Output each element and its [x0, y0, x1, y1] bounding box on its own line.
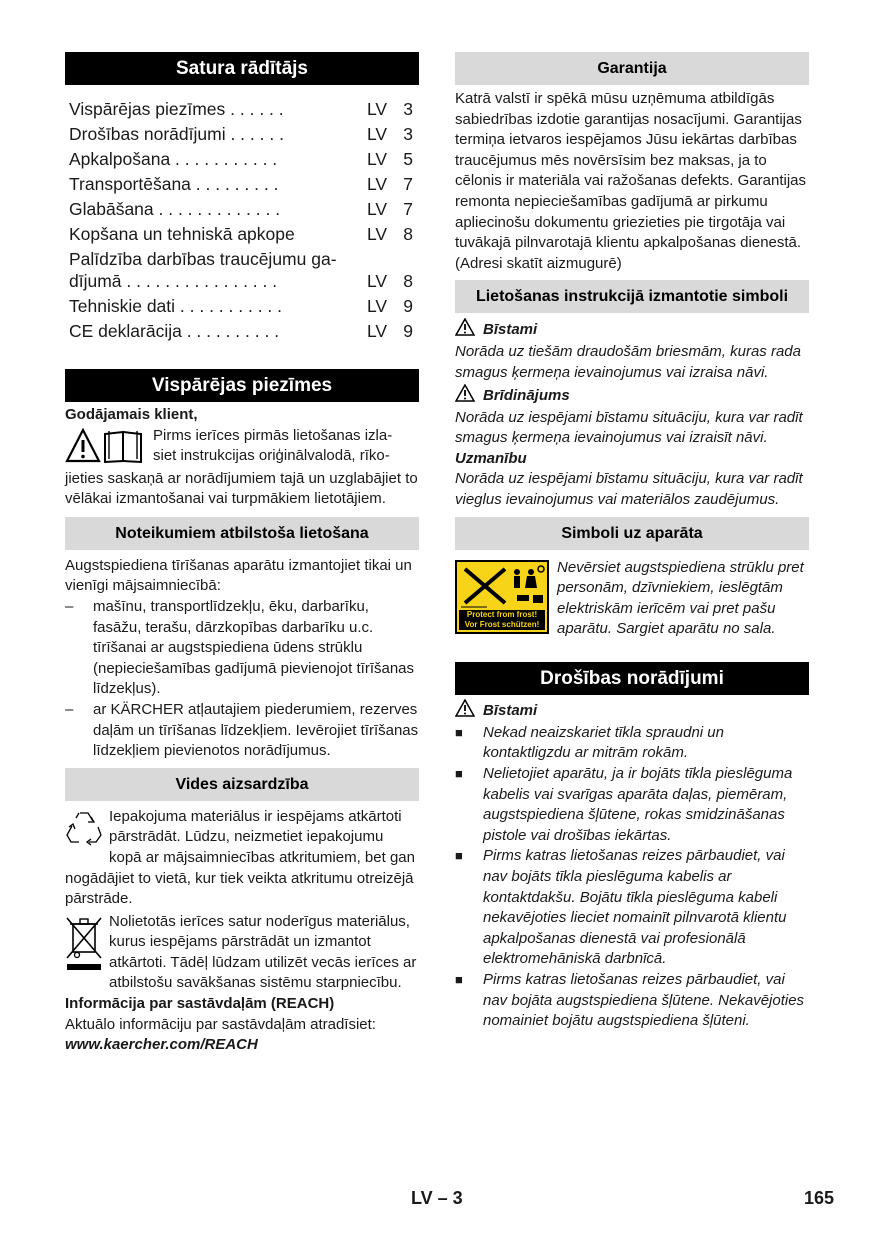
right-column — [455, 52, 809, 1032]
toc-entry[interactable]: dījumā . . . . . . . . . . . . . . . . LV 8 — [69, 271, 413, 291]
square-bullet-icon: ■ — [455, 766, 463, 782]
table-of-contents — [69, 97, 413, 344]
warning-text: Norāda uz iespējami bīstamu situāciju, kura var radīt smagus ķermeņa ievainojumus vai izraisīt nāvi. — [455, 408, 803, 447]
environment-title: Vides aizsardzība — [65, 768, 419, 801]
square-bullet-icon: ■ — [455, 848, 463, 864]
warning-triangle-icon — [455, 318, 475, 342]
toc-entry[interactable]: Apkalpošana . . . . . . . . . . . LV 5 — [69, 149, 413, 169]
safety-title: Drošības norādījumi — [455, 662, 809, 695]
proper-use-intro: Augstspiediena tīrīšanas aparātu izmantojiet tikai un vienīgi mājsaimniecībā: — [65, 556, 412, 595]
device-symbols-title: Simboli uz aparāta — [455, 517, 809, 550]
frost-label-line2: Vor Frost schützen! — [464, 619, 540, 629]
toc-entry[interactable]: Tehniskie dati . . . . . . . . . . . LV 9 — [69, 296, 413, 316]
square-bullet-icon: ■ — [455, 724, 463, 740]
warranty-address: (Adresi skatīt aizmugurē) — [455, 254, 622, 272]
general-notes-title: Vispārējas piezīmes — [65, 369, 419, 402]
device-symbols-body — [455, 558, 809, 640]
environment-recycle: Iepakojuma materiālus ir iespējams atkārtoti pārstrādāt. Lūdzu, neizmetiet iepakojumu kopā ar mājsaimniecības atkritumiem, bet gan nogādājiet to vietā, kur tiek veikta atkritumu otreizējā pārstrāde. — [65, 807, 415, 908]
footer-language-page: LV – 3 — [411, 1188, 463, 1208]
warning-triangle-icon — [455, 384, 475, 408]
safety-danger-heading: Bīstami — [455, 699, 809, 723]
toc-title: Satura rādītājs — [65, 52, 419, 85]
danger-heading: Bīstami — [455, 318, 809, 342]
list-item: ■ Nekad neaizskariet tīkla spraudni un kontaktligzdu ar mitrām rokām. — [455, 723, 809, 764]
general-notes-body: Pirms ierīces pirmās lietošanas izla- siet instrukcijas oriģinālvalodā, rīko- jieties saskaņā ar norādījumiem tajā un uzglabājiet to vēlākai izmantošanai vai turpmākiem lietotājiem. — [65, 426, 418, 508]
frost-warning-label-icon — [455, 560, 549, 634]
greeting: Godājamais klient, — [65, 406, 198, 423]
left-column — [65, 52, 419, 1056]
reach-link[interactable]: www.kaercher.com/REACH — [65, 1036, 258, 1054]
caution-text: Norāda uz iespējami bīstamu situāciju, kura var radīt vieglus ievainojumus vai materiālos zaudējumus. — [455, 470, 803, 508]
square-bullet-icon: ■ — [455, 972, 463, 987]
list-item: ■ Pirms katras lietošanas reizes pārbaudiet, vai nav bojāts tīkla pieslēguma kabelis ar kontaktdakšu. Bojātu tīkla pieslēguma kabeli nekavējoties lieciet nomainīt pilnvarotā klientu apkalpošanas dienestā vai profesionālā elektromehāniskā darbnīcā. — [455, 846, 809, 970]
symbols-title: Lietošanas instrukcijā izmantotie simboli — [455, 280, 809, 313]
toc-entry[interactable]: Vispārējas piezīmes . . . . . . LV 3 — [69, 99, 413, 119]
toc-entry[interactable]: Drošības norādījumi . . . . . . LV 3 — [69, 124, 413, 144]
list-item: – mašīnu, transportlīdzekļu, ēku, darbarīku, fasāžu, terašu, dārzkopības darbarīku u.c. tīrīšanai ar augstspiediena ūdens strūklu (nepieciešamības gadījumā pievienojot tīrīšanas līdzekļus). — [65, 597, 415, 698]
crossed-bin-icon — [65, 914, 103, 977]
reach-text: Aktuālo informāciju par sastāvdaļām atradīsiet: — [65, 1015, 376, 1033]
toc-entry[interactable]: Kopšana un tehniskā apkope LV 8 — [69, 224, 413, 244]
warranty-text: Katrā valstī ir spēkā mūsu uzņēmuma atbildīgās sabiedrības izdotie garantijas nosacījumi. Garantijas termiņa ietvaros iespējamos Jūsu iekārtas darbības traucējumus mēs novērsīsim bez maksas, ja to cēlonis ir materiāla vai ražošanas defekts. Garantijas remonta nepieciešamības gadījumā ar pirkumu apliecinošu dokumentu griezieties pie tirgotāja vai tuvākajā pilnvarotajā klientu apkalpošanas dienestā. — [455, 90, 806, 252]
proper-use-title: Noteikumiem atbilstoša lietošana — [65, 517, 419, 550]
warning-manual-icon — [65, 428, 147, 469]
device-symbols-text: Nevērsiet augstspiediena strūklu pret personām, dzīvniekiem, ieslēgtām elektriskām ierīcēm vai pret pašu aparātu. Sargiet aparātu no sala. — [557, 558, 804, 638]
danger-text: Norāda uz tiešām draudošām briesmām, kuras rada smagus ķermeņa ievainojumus vai izraisa nāvi. — [455, 343, 801, 381]
warning-heading: Brīdinājums — [455, 384, 809, 408]
toc-entry[interactable]: Glabāšana . . . . . . . . . . . . . LV 7 — [69, 199, 413, 219]
reach-title: Informācija par sastāvdaļām (REACH) — [65, 995, 335, 1013]
toc-entry[interactable]: CE deklarācija . . . . . . . . . . LV 9 — [69, 321, 413, 341]
list-item: – ar KÄRCHER atļautajiem piederumiem, rezerves daļām un tīrīšanas līdzekļiem. Ievērojiet tīrīšanas līdzekļiem pievienotos norādījumus. — [65, 700, 419, 760]
list-item: ■ Nelietojiet aparātu, ja ir bojāts tīkla pieslēguma kabelis vai svarīgas aparāta daļas, piemēram, augstspiediena šļūtene, rokas smidzināšanas pistole vai drošības iekārtas. — [455, 764, 809, 846]
environment-weee: Nolietotās ierīces satur noderīgus materiālus, kurus iespējams pārstrādāt un izmantot atkārtoti. Tādēļ lūdzam utilizēt vecās ierīces ar atbilstošu savākšanas sistēmu starpniecību. — [65, 912, 419, 994]
footer-page-number: 165 — [804, 1188, 835, 1208]
recycle-icon — [65, 809, 103, 852]
frost-label-line1: Protect from frost! — [466, 609, 538, 619]
toc-entry-multiline: Palīdzība darbības traucējumu ga- — [69, 250, 337, 269]
list-item: ■ Pirms katras lietošanas reizes pārbaudiet, vai nav bojāta augstspiediena šļūtene. Nekavējoties nomainiet bojātu augstspiediena šļūteni. — [455, 970, 809, 1032]
warning-triangle-icon — [455, 699, 475, 723]
warranty-title: Garantija — [455, 52, 809, 85]
caution-heading: Uzmanību — [455, 449, 527, 467]
toc-entry[interactable]: Transportēšana . . . . . . . . . LV 7 — [69, 174, 413, 194]
